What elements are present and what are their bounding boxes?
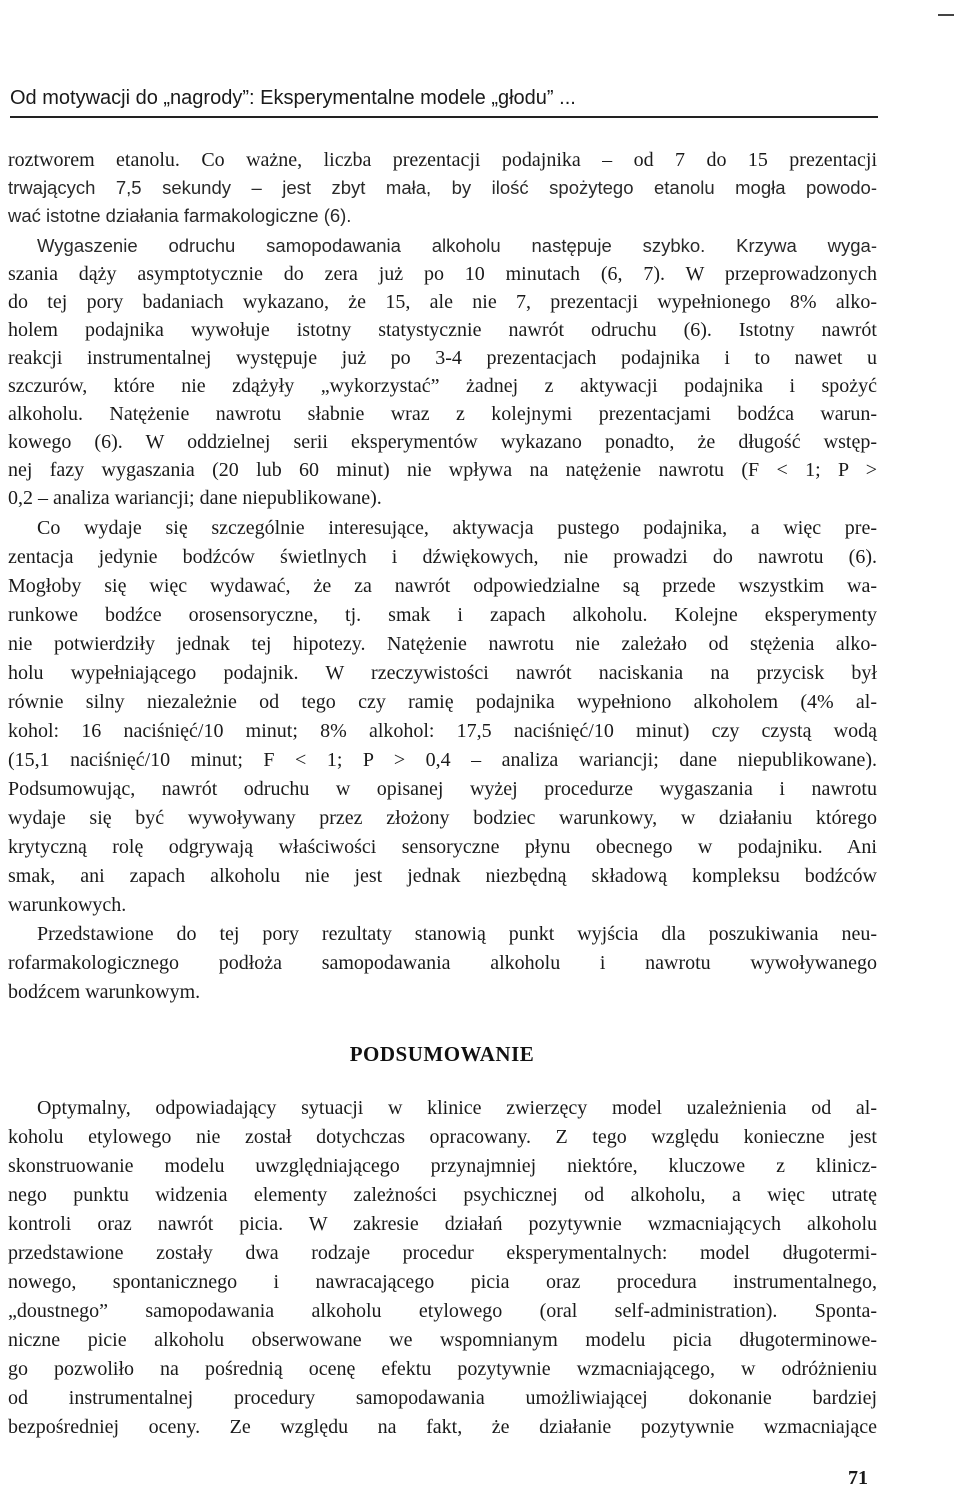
body-line: 0,2 – analiza wariancji; dane niepublikowane). xyxy=(8,487,382,509)
body-line: runkowe bodźce orosensoryczne, tj. smak i zapach alkoholu. Kolejne eksperymenty xyxy=(8,604,877,626)
body-line: Podsumowując, nawrót odruchu w opisanej wyżej procedurze wygaszania i nawrotu xyxy=(8,778,877,800)
body-line: alkoholu. Natężenie nawrotu słabnie wraz z kolejnymi prezentacjami bodźca warun- xyxy=(8,403,877,425)
body-line: rofarmakologicznego podłoża samopodawania alkoholu i nawrotu wywoływanego xyxy=(8,952,877,974)
section-line: bezpośredniej oceny. Ze względu na fakt, że działanie pozytywnie wzmacniające xyxy=(8,1416,877,1438)
body-line: szczurów, które nie zdążyły „wykorzystać” żadnej z aktywacji podajnika i spożyć xyxy=(8,375,877,397)
body-line: roztworem etanolu. Co ważne, liczba prezentacji podajnika – od 7 do 15 prezentacji xyxy=(8,149,877,171)
body-line: holem podajnika wywołuje istotny statystycznie nawrót odruchu (6). Istotny nawrót xyxy=(8,319,877,341)
body-line: kohol: 16 naciśnięć/10 minut; 8% alkohol: 17,5 naciśnięć/10 minut) czy czystą wodą xyxy=(8,720,877,742)
body-line: krytyczną rolę odgrywają właściwości sensoryczne płynu obecnego w podajniku. Ani xyxy=(8,836,877,858)
section-line: Optymalny, odpowiadający sytuacji w klinice zwierzęcy model uzależnienia od al- xyxy=(37,1097,877,1119)
section-line: go pozwoliło na pośrednią ocenę efektu pozytywnie wzmacniającego, w odróżnieniu xyxy=(8,1358,877,1380)
section-line: niczne picie alkoholu obserwowane we wspomnianym modelu picia długoterminowe- xyxy=(8,1329,877,1351)
section-line: od instrumentalnej procedury samopodawania umożliwiającej dokonanie bardziej xyxy=(8,1387,877,1409)
section-line: nego punktu widzenia elementy zależności psychicznej od alkoholu, a więc utratę xyxy=(8,1184,877,1206)
body-line: bodźcem warunkowym. xyxy=(8,981,201,1003)
body-line: Co wydaje się szczególnie interesujące, aktywacja pustego podajnika, a więc pre- xyxy=(37,517,877,539)
section-line: kontroli oraz nawrót picia. W zakresie działań pozytywnie wzmacniających alkoholu xyxy=(8,1213,877,1235)
body-line: równie silny niezależnie od tego czy ramię podajnika wypełniono alkoholem (4% al- xyxy=(8,691,877,713)
section-heading: PODSUMOWANIE xyxy=(349,1042,535,1066)
body-line: holu wypełniającego podajnik. W rzeczywistości nawrót naciskania na przycisk był xyxy=(8,662,877,684)
body-line: nie potwierdziły jednak tej hipotezy. Natężenie nawrotu nie zależało od stężenia alko- xyxy=(8,633,877,655)
body-line: reakcji instrumentalnej występuje już po 3-4 prezentacjach podajnika i to nawet u xyxy=(8,347,877,369)
body-line: warunkowych. xyxy=(8,894,127,916)
section-line: koholu etylowego nie został dotychczas opracowany. Z tego względu konieczne jest xyxy=(8,1126,877,1148)
body-line: Wygaszenie odruchu samopodawania alkoholu następuje szybko. Krzywa wyga- xyxy=(37,235,877,256)
body-line: smak, ani zapach alkoholu nie jest jednak niezbędną składową kompleksu bodźców xyxy=(8,865,877,887)
page-number: 71 xyxy=(848,1467,868,1489)
body-line: wydaje się być wywoływany przez złożony bodziec warunkowy, w działaniu którego xyxy=(8,807,877,829)
body-line: Przedstawione do tej pory rezultaty stanowią punkt wyjścia dla poszukiwania neu- xyxy=(37,923,877,945)
body-line: nej fazy wygaszania (20 lub 60 minut) nie wpływa na natężenie nawrotu (F < 1; P > xyxy=(8,459,877,481)
page-edge-mark xyxy=(938,14,954,16)
body-line: kowego (6). W oddzielnej serii eksperymentów wykazano ponadto, że długość wstęp- xyxy=(8,431,877,453)
section-line: nowego, spontanicznego i nawracającego picia oraz procedura instrumentalnego, xyxy=(8,1271,877,1293)
body-line: wać istotne działania farmakologiczne (6). xyxy=(8,205,352,226)
body-line: do tej pory badaniach wykazano, że 15, ale nie 7, prezentacji wypełnionego 8% alko- xyxy=(8,291,877,313)
body-line: zentacja jedynie bodźców świetlnych i dźwiękowych, nie prowadzi do nawrotu (6). xyxy=(8,546,877,568)
running-header: Od motywacji do „nagrody”: Eksperymentalne modele „głodu” ... xyxy=(10,86,878,118)
section-line: skonstruowanie modelu uwzględniającego przynajmniej niektóre, kluczowe z klinicz- xyxy=(8,1155,877,1177)
section-line: „doustnego” samopodawania alkoholu etylowego (oral self-administration). Sponta- xyxy=(8,1300,877,1322)
body-line: trwających 7,5 sekundy – jest zbyt mała, by ilość spożytego etanolu mogła powodo- xyxy=(8,177,877,198)
section-line: przedstawione zostały dwa rodzaje procedur eksperymentalnych: model długotermi- xyxy=(8,1242,877,1264)
body-line: szania dąży asymptotycznie do zera już po 10 minutach (6, 7). W przeprowadzonych xyxy=(8,263,877,285)
body-line: (15,1 naciśnięć/10 minut; F < 1; P > 0,4 – analiza wariancji; dane niepublikowane). xyxy=(8,749,877,771)
body-line: Mogłoby się więc wydawać, że za nawrót odpowiedzialne są przede wszystkim wa- xyxy=(8,575,877,597)
